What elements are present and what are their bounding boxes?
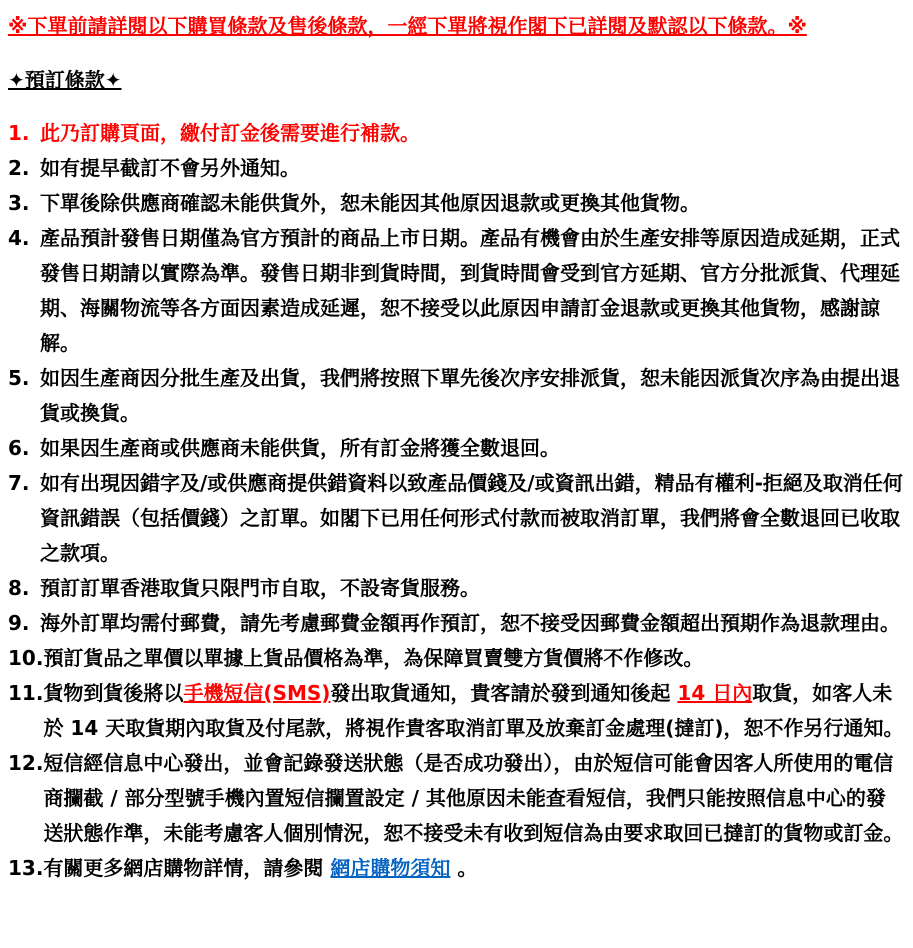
term-item-9 xyxy=(8,606,905,641)
term-number: 5. xyxy=(8,366,30,390)
term-number: 3. xyxy=(8,191,30,215)
term-text: 預訂貨品之單價以單據上貨品價格為準，為保障買賣雙方貨價將不作修改。 xyxy=(43,646,704,670)
term-text: 貨物到貨後將以手機短信(SMS)發出取貨通知，貴客請於發到通知後起 14 日內取貨，如客人未於 14 天取貨期內取貨及付尾款，將視作貴客取消訂單及放棄訂金處理(撻訂)，恕不作另行通知。 xyxy=(43,681,904,740)
term-number: 2. xyxy=(8,156,30,180)
term-number: 1. xyxy=(8,121,30,145)
term-text: 短信經信息中心發出，並會記錄發送狀態（是否成功發出），由於短信可能會因客人所使用的電信商攔截 / 部分型號手機內置短信攔置設定 / 其他原因未能查看短信，我們只能按照信息中心的發送狀態作準，未能考慮客人個別情況，恕不接受未有收到短信為由要求取回已撻訂的貨物或訂金。 xyxy=(43,751,904,845)
term-number: 7. xyxy=(8,471,30,495)
terms-list xyxy=(8,116,905,886)
term-text: 如有出現因錯字及/或供應商提供錯資料以致產品價錢及/或資訊出錯，精品有權利-拒絕及取消任何資訊錯誤（包括價錢）之訂單。如閣下已用任何形式付款而被取消訂單，我們將會全數退回已收取之款項。 xyxy=(40,471,903,565)
highlighted-term-text: 14 日內 xyxy=(677,681,753,705)
term-text: 此乃訂購頁面，繳付訂金後需要進行補款。 xyxy=(40,121,420,145)
term-text: 海外訂單均需付郵費，請先考慮郵費金額再作預訂，恕不接受因郵費金額超出預期作為退款理由。 xyxy=(40,611,900,635)
term-number: 10. xyxy=(8,646,44,670)
term-text: 如果因生產商或供應商未能供貨，所有訂金將獲全數退回。 xyxy=(40,436,560,460)
purchase-warning-banner: ※下單前請詳閱以下購買條款及售後條款，一經下單將視作閣下已詳閱及默認以下條款。※ xyxy=(8,14,807,38)
term-item-1 xyxy=(8,116,905,151)
term-item-10 xyxy=(8,641,905,676)
term-number: 11. xyxy=(8,681,44,705)
term-item-2 xyxy=(8,151,905,186)
term-item-12 xyxy=(8,746,905,851)
highlighted-term-text: 手機短信(SMS) xyxy=(183,681,331,705)
term-text: 如有提早截訂不會另外通知。 xyxy=(40,156,300,180)
term-number: 12. xyxy=(8,751,44,775)
term-item-5 xyxy=(8,361,905,431)
term-text: 產品預計發售日期僅為官方預計的商品上市日期。產品有機會由於生產安排等原因造成延期，正式發售日期請以實際為準。發售日期非到貨時間，到貨時間會受到官方延期、官方分批派貨、代理延期、海關物流等各方面因素造成延遲，恕不接受以此原因申請訂金退款或更換其他貨物，感謝諒解。 xyxy=(40,226,900,355)
term-number: 8. xyxy=(8,576,30,600)
term-item-8 xyxy=(8,571,905,606)
term-text: 如因生產商因分批生產及出貨，我們將按照下單先後次序安排派貨，恕未能因派貨次序為由提出退貨或換貨。 xyxy=(40,366,900,425)
term-item-13 xyxy=(8,851,905,886)
term-text: 有關更多網店購物詳情，請參閱 網店購物須知 。 xyxy=(43,856,478,880)
term-text: 預訂訂單香港取貨只限門市自取，不設寄貨服務。 xyxy=(40,576,480,600)
term-number: 6. xyxy=(8,436,30,460)
term-item-6 xyxy=(8,431,905,466)
term-number: 13. xyxy=(8,856,44,880)
shop-guide-link[interactable]: 網店購物須知 xyxy=(330,856,451,880)
section-title-preorder-terms: ✦預訂條款✦ xyxy=(8,68,122,92)
term-item-11 xyxy=(8,676,905,746)
term-item-3 xyxy=(8,186,905,221)
term-item-7 xyxy=(8,466,905,571)
term-item-4 xyxy=(8,221,905,361)
term-number: 9. xyxy=(8,611,30,635)
term-number: 4. xyxy=(8,226,30,250)
term-text: 下單後除供應商確認未能供貨外，恕未能因其他原因退款或更換其他貨物。 xyxy=(40,191,700,215)
